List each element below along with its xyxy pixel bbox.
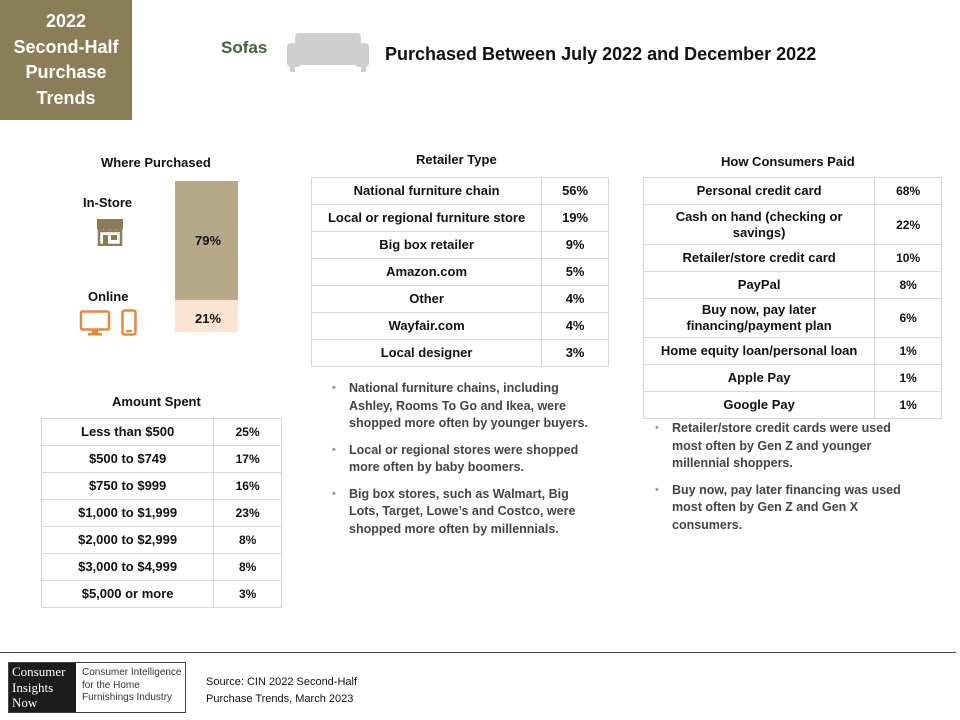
retailer-value: 3% [542, 340, 609, 367]
retailer-label: National furniture chain [312, 178, 542, 205]
amount-spent-title: Amount Spent [112, 394, 201, 409]
logo-tagline [82, 667, 182, 705]
list-item: • Local or regional stores were shopped more often by baby boomers. [330, 442, 600, 477]
amount-value: 8% [214, 554, 282, 581]
logo-tagline-line: Consumer Intelligence [82, 667, 182, 678]
logo-tagline-line: Furnishings Industry [82, 692, 173, 703]
logo-tagline-line: for the Home [82, 679, 140, 691]
retailer-notes [330, 380, 600, 547]
payment-label: Google Pay [644, 392, 875, 419]
source-note [206, 674, 357, 708]
online-share-value: 21% [195, 311, 222, 326]
amount-label: $2,000 to $2,999 [42, 527, 214, 554]
table-row [42, 446, 282, 473]
payment-value: 1% [875, 392, 942, 419]
amount-spent-table [41, 418, 282, 608]
table-row [644, 299, 942, 338]
logo-line: Consumer [12, 664, 66, 679]
payment-label: Apple Pay [644, 365, 875, 392]
payment-value: 6% [875, 299, 942, 338]
table-row [42, 554, 282, 581]
amount-value: 3% [214, 581, 282, 608]
table-row [644, 272, 942, 299]
payment-label: Personal credit card [644, 178, 875, 205]
title-line: 2022 [45, 11, 87, 31]
sofa-icon [286, 31, 370, 73]
amount-value: 16% [214, 473, 282, 500]
table-row [312, 286, 609, 313]
amount-value: 17% [214, 446, 282, 473]
retailer-label: Other [312, 286, 542, 313]
table-row [312, 313, 609, 340]
retailer-value: 4% [542, 313, 609, 340]
retailer-label: Local or regional furniture store [312, 205, 542, 232]
instore-share-value: 79% [195, 233, 222, 248]
title-line: Purchase [25, 62, 107, 82]
payment-label: PayPal [644, 272, 875, 299]
logo-wordmark [9, 663, 76, 712]
retailer-label: Big box retailer [312, 232, 542, 259]
table-row [42, 473, 282, 500]
online-label: Online [88, 289, 129, 304]
payment-label: Buy now, pay later financing/payment plan [644, 299, 875, 338]
table-row [312, 178, 609, 205]
list-item: • Buy now, pay later financing was used most often by Gen Z and Gen X consumers. [653, 482, 918, 535]
report-title-box [0, 0, 132, 120]
payment-notes [653, 420, 918, 543]
payment-value: 1% [875, 365, 942, 392]
table-row [644, 392, 942, 419]
instore-label: In-Store [83, 195, 133, 210]
retailer-value: 19% [542, 205, 609, 232]
table-row [312, 340, 609, 367]
phone-icon [121, 309, 137, 336]
amount-label: Less than $500 [42, 419, 214, 446]
title-line: Second-Half [13, 36, 119, 57]
list-item: • Retailer/store credit cards were used most often by Gen Z and younger millennial shoppers. [653, 420, 918, 473]
payment-value: 10% [875, 245, 942, 272]
table-row [42, 527, 282, 554]
amount-label: $750 to $999 [42, 473, 214, 500]
table-row [644, 338, 942, 365]
retailer-type-title: Retailer Type [416, 152, 497, 167]
payment-method-table [643, 177, 942, 419]
retailer-type-table [311, 177, 609, 367]
desktop-icon [79, 310, 111, 336]
retailer-value: 9% [542, 232, 609, 259]
amount-value: 23% [214, 500, 282, 527]
payment-label: Retailer/store credit card [644, 245, 875, 272]
table-row [644, 178, 942, 205]
company-logo [8, 662, 186, 713]
table-row [42, 500, 282, 527]
retailer-value: 4% [542, 286, 609, 313]
category-label: Sofas [221, 38, 268, 57]
logo-line: Insights [12, 679, 54, 695]
amount-label: $3,000 to $4,999 [42, 554, 214, 581]
amount-value: 8% [214, 527, 282, 554]
how-paid-title: How Consumers Paid [721, 154, 855, 169]
table-row [312, 259, 609, 286]
amount-label: $500 to $749 [42, 446, 214, 473]
table-row [644, 365, 942, 392]
where-purchased-title: Where Purchased [101, 155, 211, 170]
logo-line: Now [12, 695, 38, 710]
payment-value: 1% [875, 338, 942, 365]
title-line: Trends [36, 87, 96, 108]
payment-label: Cash on hand (checking or savings) [644, 205, 875, 245]
table-row [312, 232, 609, 259]
retailer-value: 56% [542, 178, 609, 205]
payment-label: Home equity loan/personal loan [644, 338, 875, 365]
retailer-label: Wayfair.com [312, 313, 542, 340]
source-line: Source: CIN 2022 Second-Half [206, 676, 358, 688]
retailer-label: Local designer [312, 340, 542, 367]
table-row [312, 205, 609, 232]
amount-label: $5,000 or more [42, 581, 214, 608]
list-item: • Big box stores, such as Walmart, Big Lots, Target, Lowe’s and Costco, were shopped more often by millennials. [330, 486, 600, 539]
retailer-label: Amazon.com [312, 259, 542, 286]
payment-value: 68% [875, 178, 942, 205]
store-icon [95, 218, 125, 246]
table-row [644, 245, 942, 272]
payment-value: 22% [875, 205, 942, 245]
amount-value: 25% [214, 419, 282, 446]
table-row [644, 205, 942, 245]
amount-label: $1,000 to $1,999 [42, 500, 214, 527]
table-row [42, 581, 282, 608]
page-title: Purchased Between July 2022 and December 2022 [385, 44, 817, 64]
retailer-value: 5% [542, 259, 609, 286]
footer-divider [0, 652, 956, 653]
payment-value: 8% [875, 272, 942, 299]
table-row [42, 419, 282, 446]
list-item: • National furniture chains, including Ashley, Rooms To Go and Ikea, were shopped more often by younger buyers. [330, 380, 600, 433]
source-line: Purchase Trends, March 2023 [206, 693, 354, 705]
